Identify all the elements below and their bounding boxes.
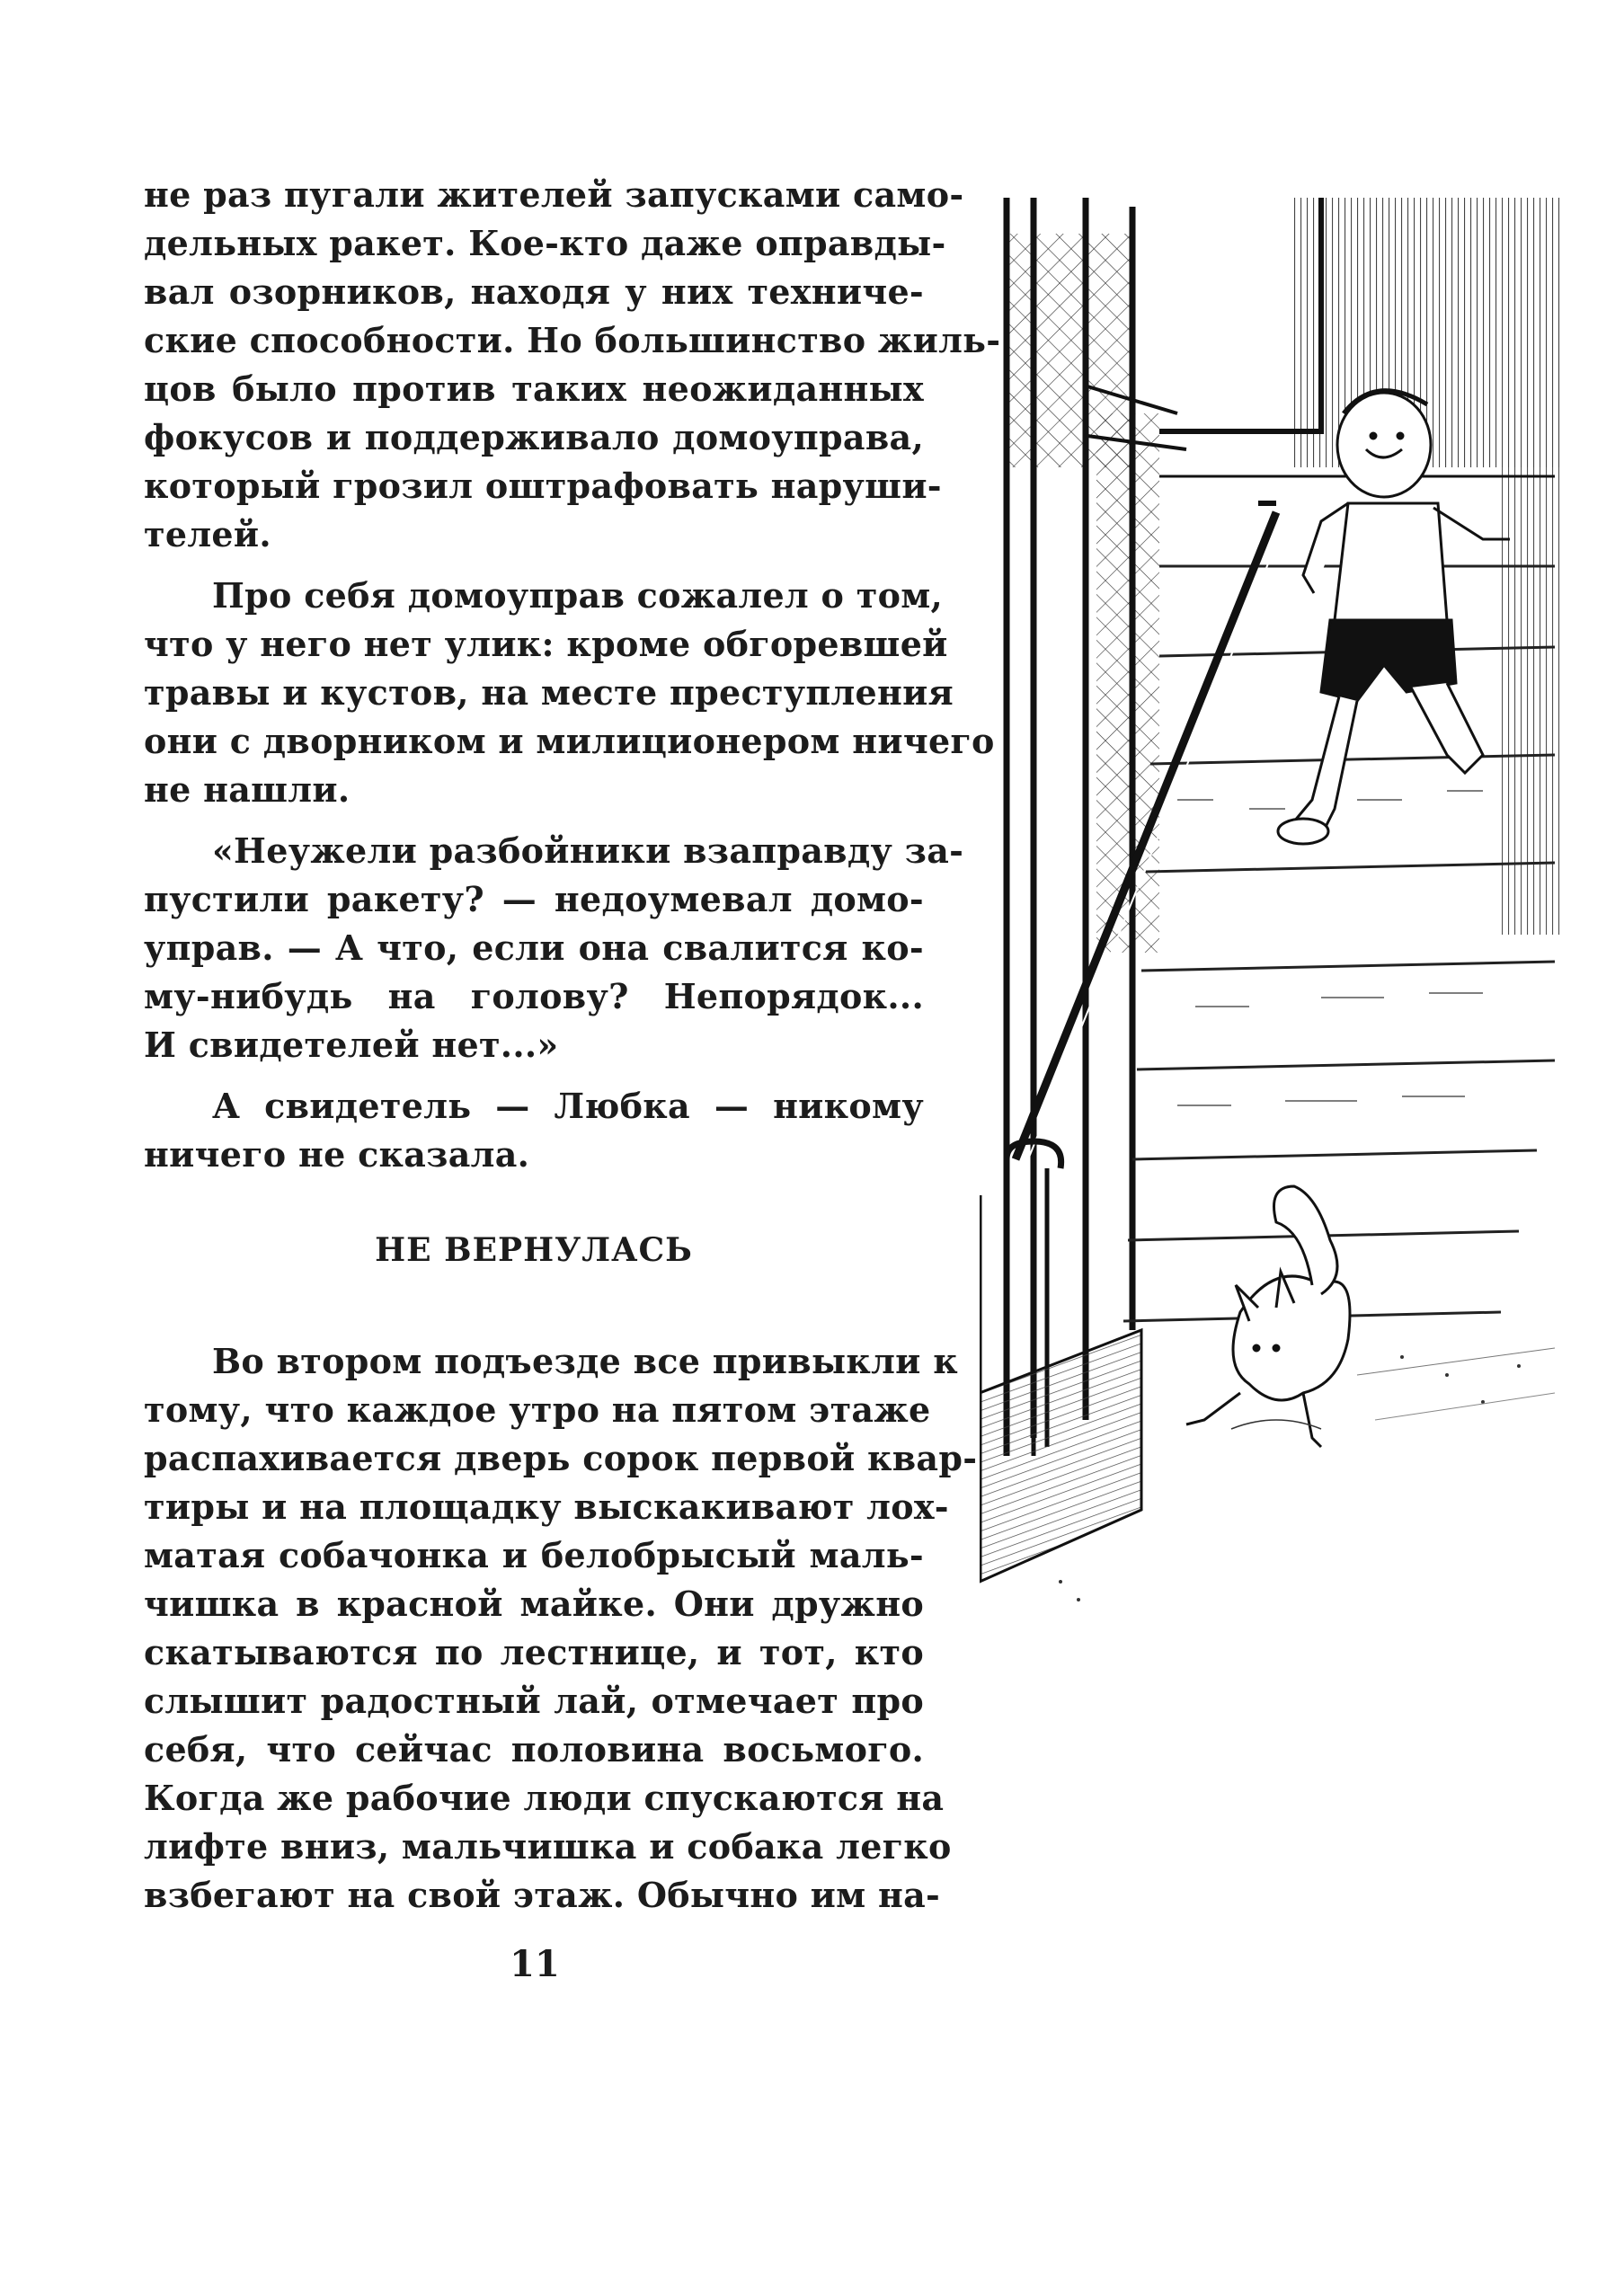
text-line: взбегают на свой этаж. Обычно им на- [144,1875,941,1915]
page-number: 11 [510,1943,560,1985]
dog-figure [1186,1186,1350,1447]
text-column-bottom [144,1337,978,1920]
text-line: распахивается дверь сорок первой квар- [144,1438,978,1478]
text-line: А свидетель — Любка — никому [212,1086,924,1126]
text-line: управ. — А что, если она свалится ко- [144,927,924,968]
text-line: Во втором подъезде все привыкли к [212,1341,958,1381]
text-line: они с дворником и милиционером ничего [144,721,995,761]
text-line: цов было против таких неожиданных [144,368,924,409]
text-line: чишка в красной майке. Они дружно [144,1584,924,1624]
text-line: фокусов и поддерживало домоуправа, [144,417,924,457]
text-line: И свидетелей нет...» [144,1025,559,1065]
text-line: Про себя домоуправ сожалел о том, [212,575,944,616]
text-line: вал озорников, находя у них техниче- [144,271,924,312]
text-column-top [144,171,1001,1179]
text-line: который грозил оштрафовать наруши- [144,466,942,506]
text-line: травы и кустов, на месте преступления [144,672,954,713]
text-line: «Неужели разбойники взаправду за- [212,830,964,871]
text-line: тиры и на площадку выскакивают лох- [144,1486,949,1527]
text-line: му-нибудь на голову? Непорядок... [144,976,924,1016]
text-line: телей. [144,514,271,554]
text-line: что у него нет улик: кроме обгоревшей [144,624,948,664]
text-line: ские способности. Но большинство жиль- [144,320,1001,360]
text-line: Когда же рабочие люди спускаются на [144,1778,945,1818]
section-heading-wrap [144,1231,924,1269]
text-line: матая собачонка и белобрысый маль- [144,1535,924,1575]
text-line: ничего не сказала. [144,1134,530,1175]
text-line: дельных ракет. Кое-кто даже оправды- [144,223,946,263]
text-line: скатываются по лестнице, и тот, кто [144,1632,924,1672]
text-line: не нашли. [144,769,351,810]
text-line: тому, что каждое утро на пятом этаже [144,1389,931,1430]
text-line: себя, что сейчас половина восьмого. [144,1729,924,1770]
illustration-boy-and-dog-on-stairs [980,180,1573,1824]
section-heading: НЕ ВЕРНУЛАСЬ [375,1231,693,1269]
text-line: пустили ракету? — недоумевал домо- [144,879,924,919]
text-line: не раз пугали жителей запусками само- [144,174,964,215]
text-line: слышит радостный лай, отмечает про [144,1681,924,1721]
text-line: лифте вниз, мальчишка и собака легко [144,1826,952,1867]
